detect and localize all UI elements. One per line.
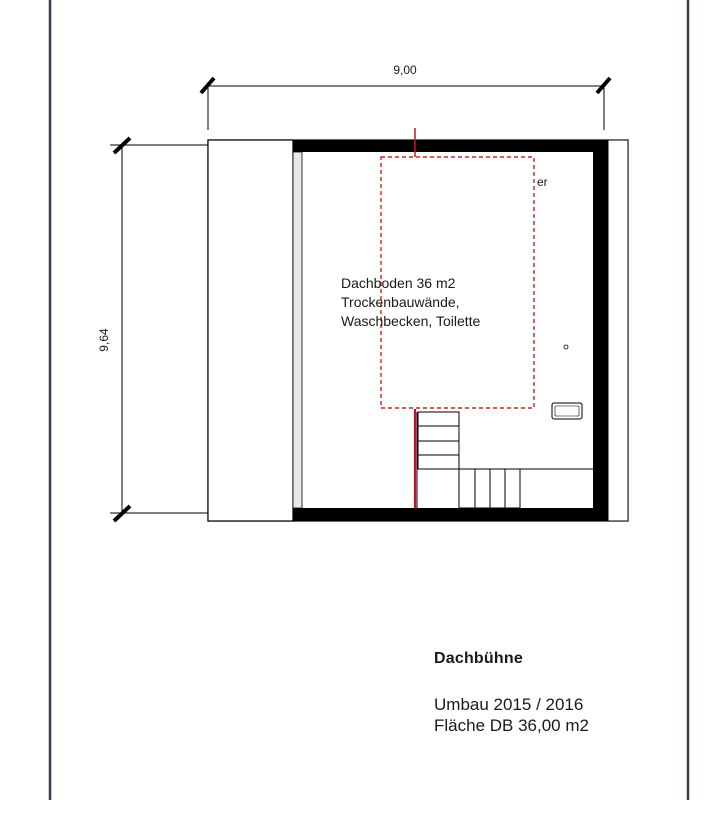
room-label-line-2: Trockenbauwände, xyxy=(341,294,460,310)
plan-renovation-years: Umbau 2015 / 2016 xyxy=(434,695,584,714)
dimension-width-label: 9,00 xyxy=(393,63,417,77)
right-outer-strip xyxy=(608,140,628,521)
room-label-line-1: Dachboden 36 m2 xyxy=(341,275,456,291)
fixture-circle-icon xyxy=(564,345,568,349)
top-wall xyxy=(293,140,608,152)
bottom-wall xyxy=(293,508,608,521)
dimension-height-label: 9,64 xyxy=(97,328,111,352)
room-fragment-label: er xyxy=(537,175,548,189)
room-label-line-3: Waschbecken, Toilette xyxy=(341,313,481,329)
dimension-height xyxy=(97,138,208,521)
plan-area: Fläche DB 36,00 m2 xyxy=(434,716,589,735)
staircase xyxy=(418,412,520,508)
toilet-icon xyxy=(552,403,582,419)
right-wall xyxy=(593,140,608,521)
title-block xyxy=(434,650,589,736)
dimension-width xyxy=(201,63,610,130)
left-roof-slope xyxy=(208,140,293,521)
plan-title: Dachbühne xyxy=(434,650,523,667)
left-inner-wall xyxy=(293,152,302,508)
